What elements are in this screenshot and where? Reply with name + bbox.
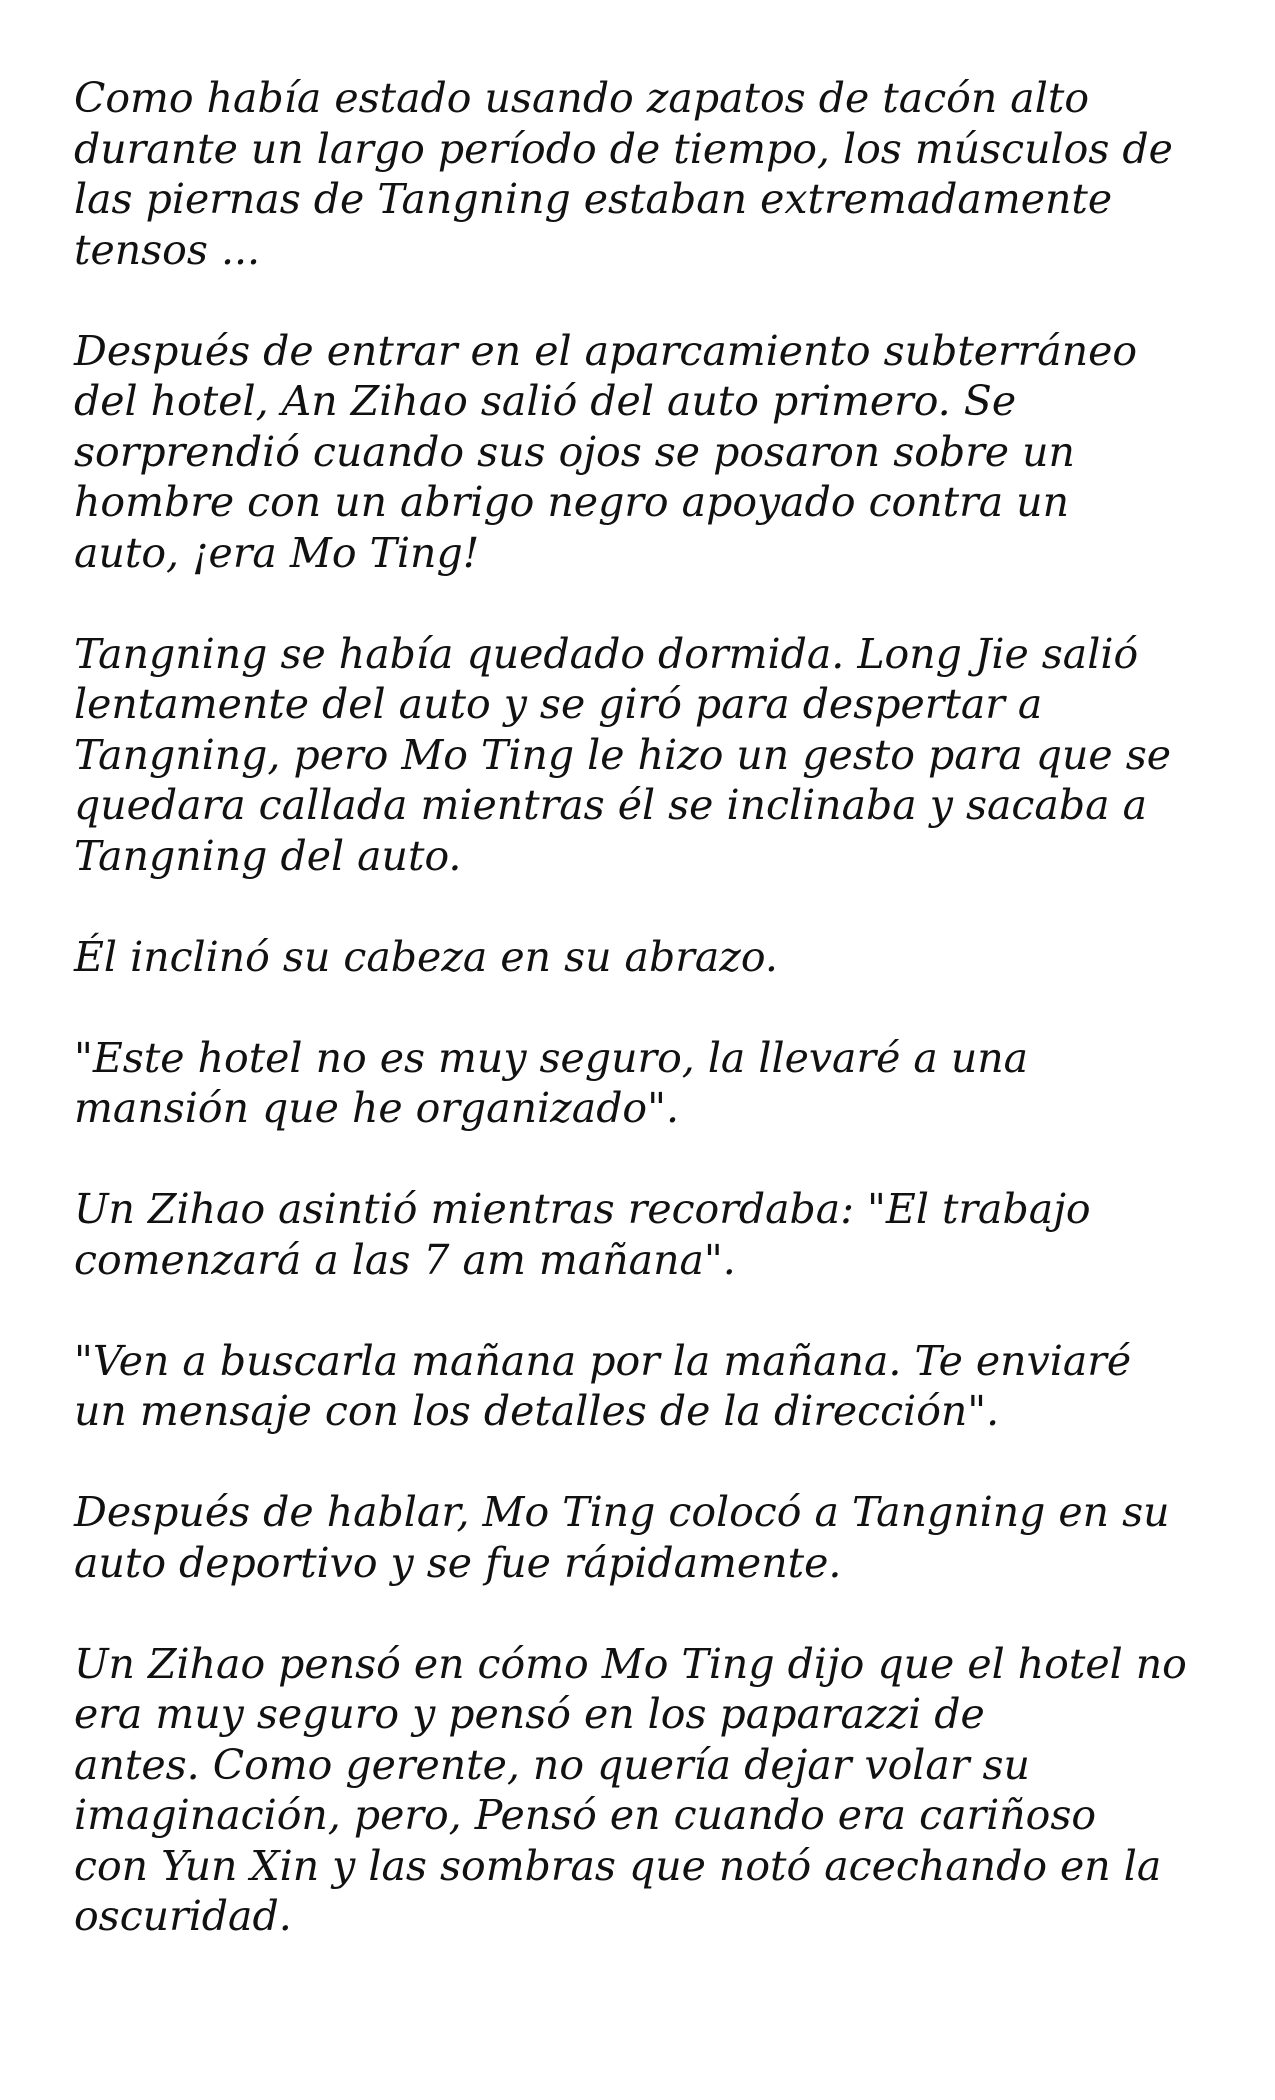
paragraph-line: antes. Como gerente, no quería dejar volar su: [74, 1740, 1030, 1789]
paragraph-line: quedara callada mientras él se inclinaba y sacaba a: [74, 781, 1148, 829]
paragraph-line: durante un largo período de tiempo, los músculos de: [74, 124, 1173, 173]
paragraph-line: Después de entrar en el aparcamiento subterráneo: [74, 326, 1138, 375]
paragraph-line: Un Zihao pensó en cómo Mo Ting dijo que el hotel no: [74, 1639, 1187, 1688]
paragraph-line: sorprendió cuando sus ojos se posaron sobre un: [74, 427, 1075, 476]
paragraph-5: [74, 1033, 1204, 1134]
paragraph-6: [74, 1184, 1204, 1285]
paragraph-line: Tangning, pero Mo Ting le hizo un gesto para que se: [74, 730, 1172, 779]
paragraph-line: Tangning se había quedado dormida. Long Jie salió: [74, 629, 1139, 678]
paragraph-8: [74, 1487, 1204, 1588]
paragraph-line: mansión que he organizado".: [74, 1084, 680, 1132]
paragraph-2: [74, 326, 1204, 579]
paragraph-line: las piernas de Tangning estaban extremadamente: [74, 175, 1113, 223]
paragraph-line: "Ven a buscarla mañana por la mañana. Te enviaré: [74, 1336, 1132, 1385]
paragraph-line: auto deportivo y se fue rápidamente.: [74, 1538, 842, 1587]
paragraph-3: [74, 629, 1204, 882]
paragraph-line: imaginación, pero, Pensó en cuando era cariñoso: [74, 1791, 1097, 1839]
paragraph-line: Después de hablar, Mo Ting colocó a Tangning en su: [74, 1488, 1170, 1536]
paragraph-line: era muy seguro y pensó en los paparazzi de: [74, 1690, 985, 1738]
document-body: [74, 73, 1204, 1992]
paragraph-line: con Yun Xin y las sombras que notó acechando en la: [74, 1841, 1162, 1890]
paragraph-line: del hotel, An Zihao salió del auto primero. Se: [74, 377, 1017, 425]
paragraph-7: [74, 1336, 1204, 1437]
paragraph-line: hombre con un abrigo negro apoyado contra un: [74, 478, 1069, 526]
paragraph-line: Como había estado usando zapatos de tacón alto: [74, 74, 1090, 122]
paragraph-line: Él inclinó su cabeza en su abrazo.: [74, 932, 778, 981]
paragraph-line: comenzará a las 7 am mañana".: [74, 1235, 736, 1284]
paragraph-line: lentamente del auto y se giró para despertar a: [74, 680, 1043, 728]
paragraph-line: un mensaje con los detalles de la dirección".: [74, 1387, 1000, 1435]
paragraph-line: Tangning del auto.: [74, 831, 462, 880]
paragraph-9: [74, 1639, 1204, 1942]
paragraph-line: "Este hotel no es muy seguro, la llevaré a una: [74, 1033, 1029, 1082]
paragraph-1: [74, 73, 1204, 275]
paragraph-line: auto, ¡era Mo Ting!: [74, 528, 480, 577]
paragraph-line: Un Zihao asintió mientras recordaba: "El trabajo: [74, 1185, 1091, 1233]
paragraph-line: tensos ...: [74, 225, 261, 274]
paragraph-line: oscuridad.: [74, 1892, 292, 1940]
paragraph-4: [74, 932, 1204, 983]
